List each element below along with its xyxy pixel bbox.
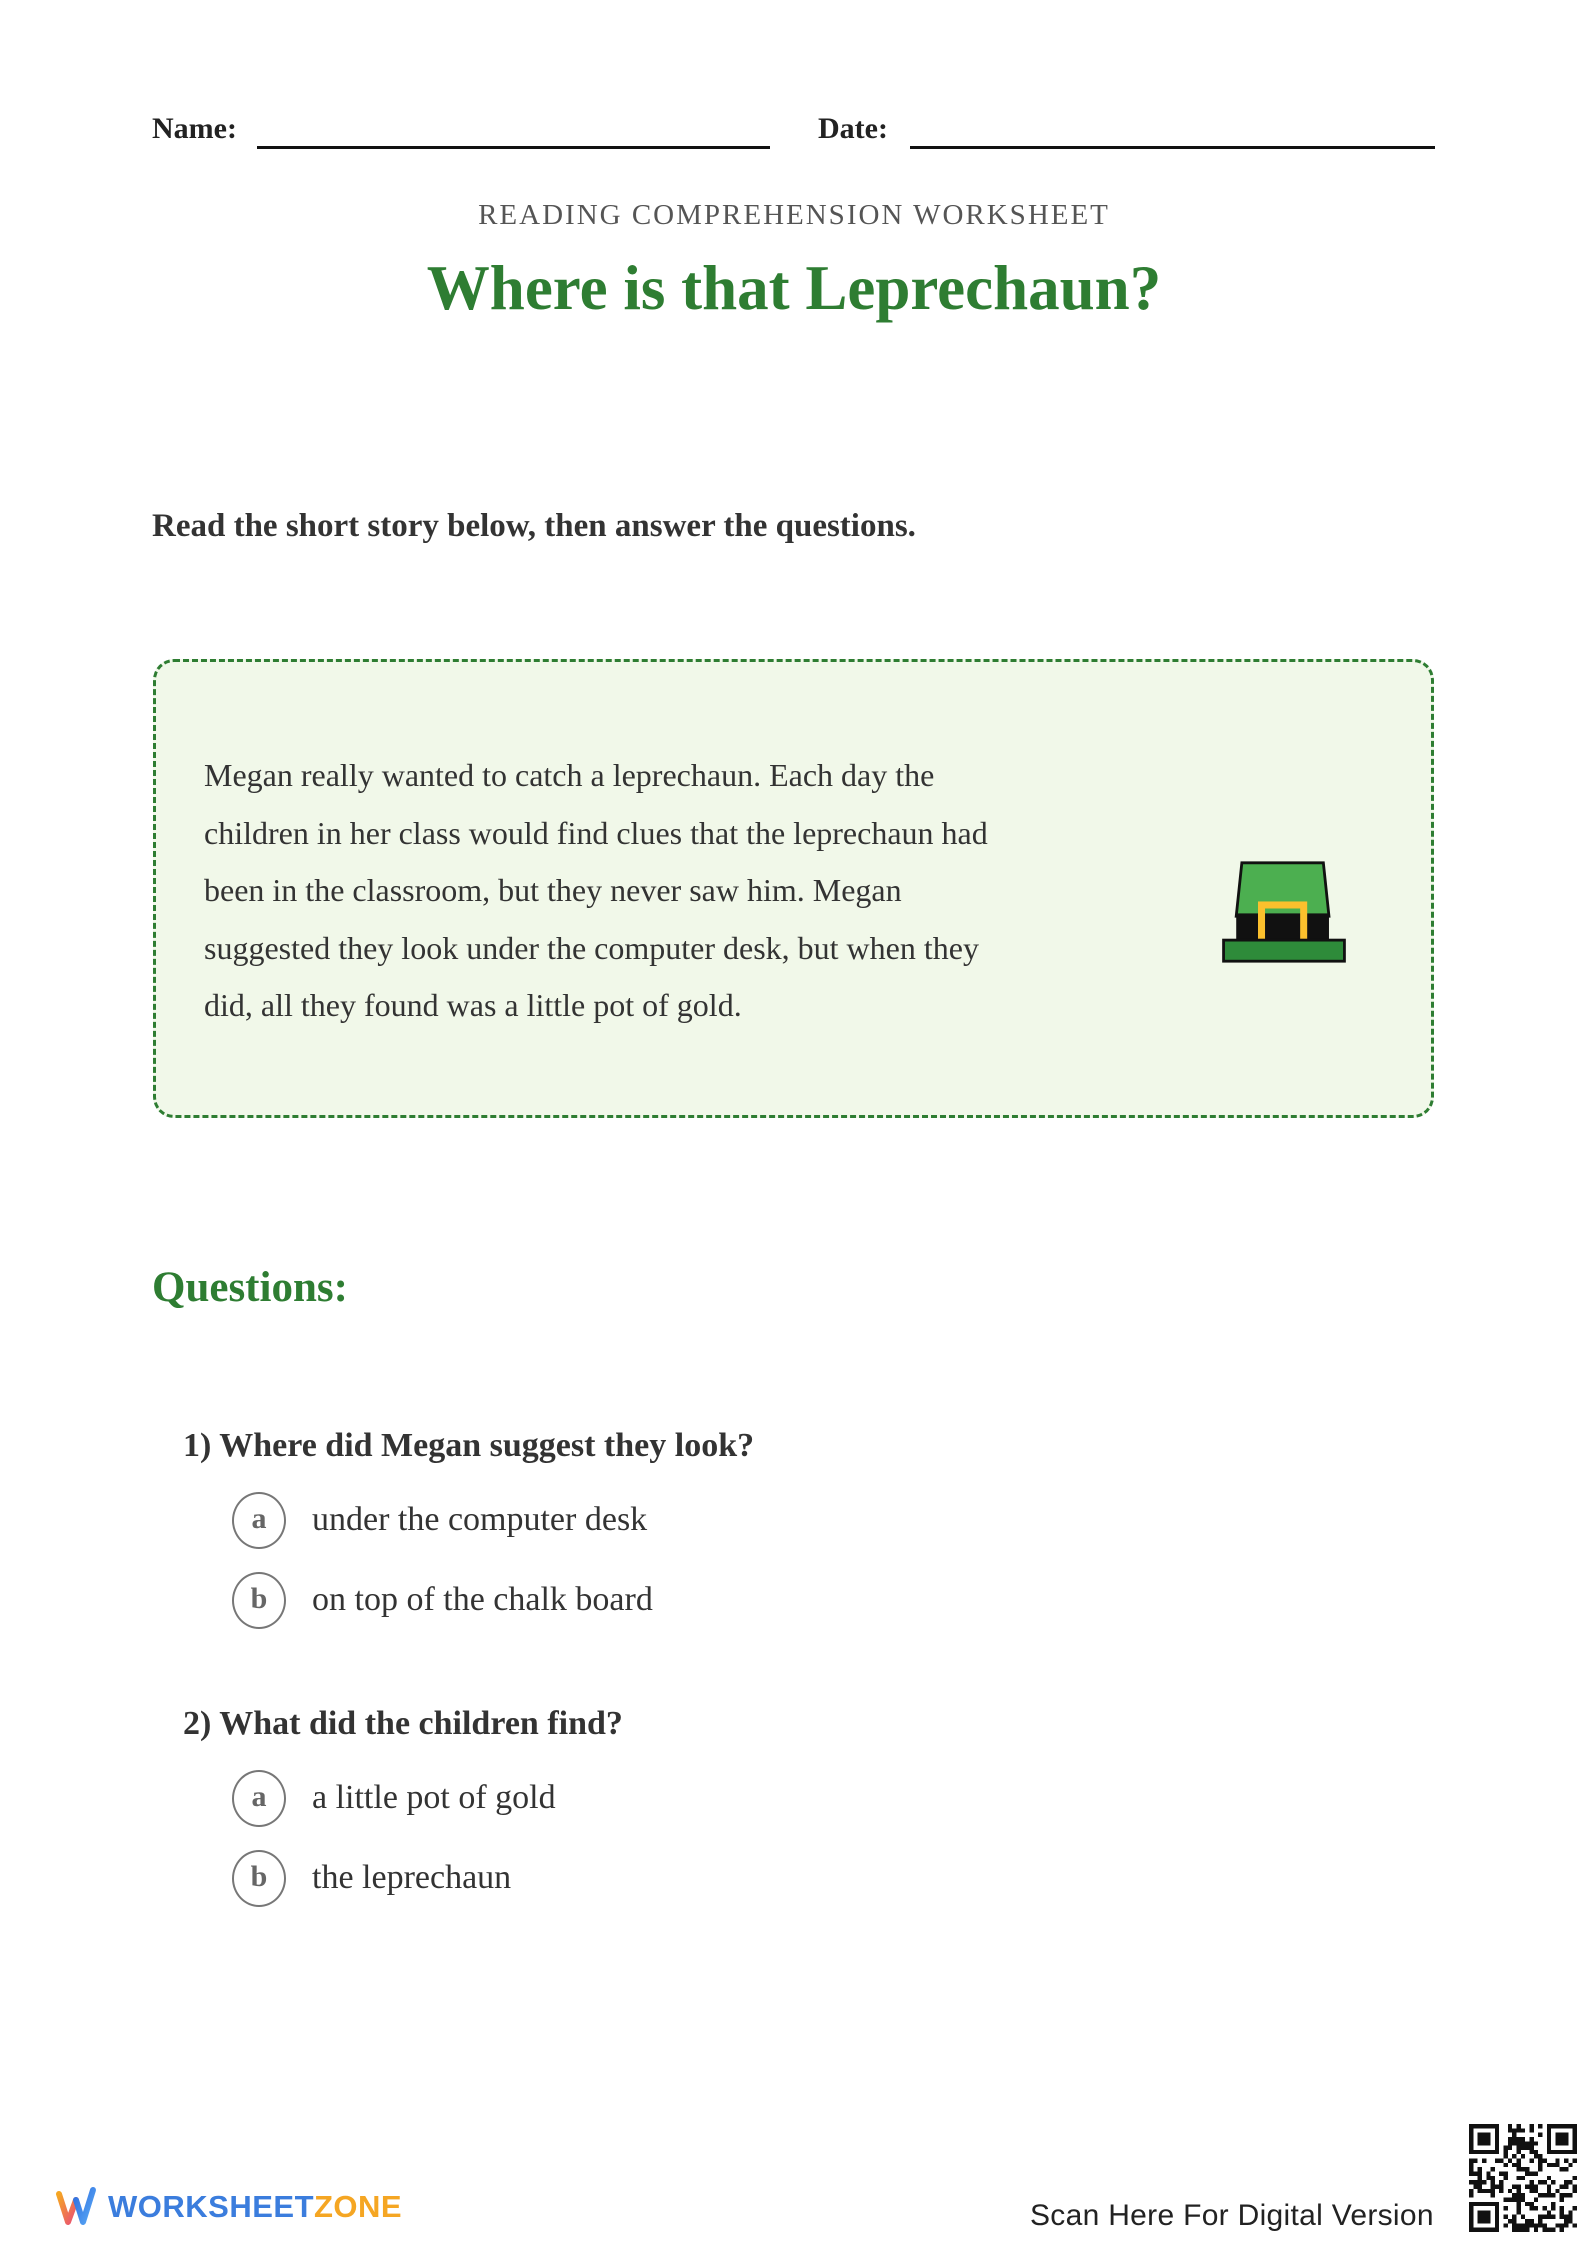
option-letter-circle[interactable]: b [232, 1850, 286, 1907]
story-line: children in her class would find clues that the leprechaun had [204, 814, 988, 851]
option-text: under the computer desk [312, 1501, 648, 1538]
story-line: been in the classroom, but they never saw him. Megan [204, 872, 902, 908]
question-text: What did the children find? [219, 1705, 623, 1742]
brand-part-2: ZONE [314, 2189, 403, 2224]
option-text: the leprechaun [312, 1859, 512, 1896]
question-number: 2) [183, 1705, 212, 1742]
answer-option[interactable] [183, 1560, 1283, 1640]
answer-options [183, 1480, 1283, 1640]
question-2 [183, 1698, 1283, 1918]
option-letter-circle[interactable]: b [232, 1572, 286, 1629]
name-label: Name: [152, 112, 237, 145]
questions-heading: Questions: [152, 1264, 348, 1311]
story-line: Megan really wanted to catch a leprechaun. Each day the [204, 757, 935, 793]
instructions: Read the short story below, then answer the questions. [152, 508, 916, 544]
option-text: a little pot of gold [312, 1779, 556, 1816]
page-title: Where is that Leprechaun? [426, 253, 1162, 323]
answer-option[interactable] [183, 1838, 1283, 1918]
question-1 [183, 1420, 1283, 1640]
date-field[interactable] [910, 146, 1435, 149]
story-text [204, 747, 988, 1035]
date-label: Date: [818, 112, 888, 145]
scan-text: Scan Here For Digital Version [1030, 2199, 1434, 2232]
question-title [183, 1420, 1283, 1472]
brand-name [108, 2188, 402, 2226]
qr-code-icon [1469, 2124, 1577, 2232]
story-line: suggested they look under the computer desk, but when they [204, 929, 979, 966]
questions-list [183, 1420, 1283, 1976]
question-text: Where did Megan suggest they look? [219, 1427, 755, 1464]
question-title [183, 1698, 1283, 1750]
leprechaun-hat-icon [1222, 860, 1346, 964]
worksheet-type: READING COMPREHENSION WORKSHEET [478, 199, 1110, 231]
answer-options [183, 1758, 1283, 1918]
option-letter-circle[interactable]: a [232, 1770, 286, 1827]
worksheetzone-logo-icon [55, 2184, 97, 2228]
brand-part-1: WORKSHEET [108, 2189, 314, 2224]
option-letter-circle[interactable]: a [232, 1492, 286, 1549]
answer-option[interactable] [183, 1480, 1283, 1560]
option-text: on top of the chalk board [312, 1581, 653, 1618]
answer-option[interactable] [183, 1758, 1283, 1838]
name-field[interactable] [257, 146, 770, 149]
story-line: did, all they found was a little pot of gold. [204, 987, 742, 1023]
question-number: 1) [183, 1427, 212, 1464]
